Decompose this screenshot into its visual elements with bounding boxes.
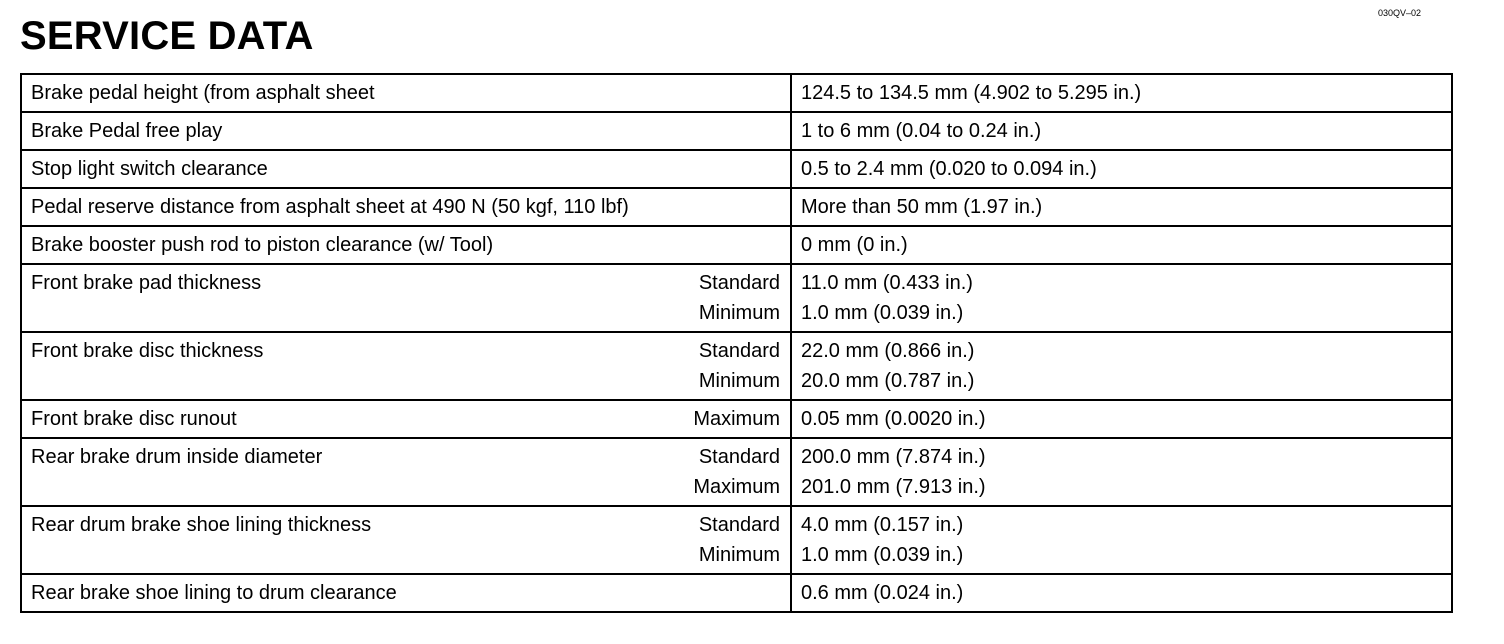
value-cell: [791, 112, 1452, 150]
item-cell: [21, 506, 791, 574]
item-cell: [21, 400, 791, 438]
spec-value: 0.05 mm (0.0020 in.): [801, 408, 986, 430]
value-list: [792, 75, 1451, 111]
item-label: Stop light switch clearance: [31, 158, 268, 180]
item-cell: [21, 112, 791, 150]
value-list: [792, 113, 1451, 149]
qualifier-list: [693, 445, 780, 505]
spec-value: 201.0 mm (7.913 in.): [801, 476, 986, 498]
value-cell: [791, 264, 1452, 332]
spec-value: 11.0 mm (0.433 in.): [801, 272, 973, 294]
item-cell: [21, 332, 791, 400]
service-data-table: [20, 73, 1453, 613]
value-cell: [791, 400, 1452, 438]
table-row: [21, 506, 1452, 574]
table-row: [21, 74, 1452, 112]
item-cell: [21, 264, 791, 332]
document-code: 030QV–02: [1378, 8, 1422, 18]
spec-value: 124.5 to 134.5 mm (4.902 to 5.295 in.): [801, 82, 1142, 104]
qualifier-label: Minimum: [698, 370, 780, 392]
value-list: [792, 151, 1451, 187]
item-label: Front brake pad thickness: [31, 272, 262, 294]
table-row: [21, 188, 1452, 226]
value-list: [792, 401, 1451, 437]
table-row: [21, 438, 1452, 506]
spec-value: 1.0 mm (0.039 in.): [801, 544, 964, 566]
spec-value: 0.5 to 2.4 mm (0.020 to 0.094 in.): [801, 158, 1097, 180]
spec-value: 20.0 mm (0.787 in.): [801, 370, 975, 392]
value-list: [792, 265, 1451, 331]
spec-value: 4.0 mm (0.157 in.): [801, 514, 964, 536]
page-title: SERVICE DATA: [20, 14, 314, 58]
table-row: [21, 150, 1452, 188]
spec-value: 0.6 mm (0.024 in.): [801, 582, 964, 604]
value-cell: [791, 332, 1452, 400]
item-cell: [21, 226, 791, 264]
item-label: Rear brake shoe lining to drum clearance: [31, 582, 397, 604]
item-cell: [21, 574, 791, 612]
item-label: Pedal reserve distance from asphalt sheet at 490 N (50 kgf, 110 lbf): [31, 196, 629, 218]
item-label: Brake pedal height (from asphalt sheet: [31, 82, 375, 104]
value-list: [792, 333, 1451, 399]
value-list: [792, 507, 1451, 573]
service-data-table-body: [21, 74, 1452, 612]
value-cell: [791, 74, 1452, 112]
qualifier-label: Standard: [698, 272, 780, 294]
item-label: Front brake disc thickness: [31, 340, 264, 362]
qualifier-label: Minimum: [698, 302, 780, 324]
value-cell: [791, 226, 1452, 264]
item-label: Brake booster push rod to piston clearance (w/ Tool): [31, 234, 494, 256]
spec-value: 22.0 mm (0.866 in.): [801, 340, 975, 362]
table-row: [21, 226, 1452, 264]
value-list: [792, 189, 1451, 225]
table-row: [21, 112, 1452, 150]
value-cell: [791, 188, 1452, 226]
spec-value: 1.0 mm (0.039 in.): [801, 302, 964, 324]
qualifier-label: Standard: [698, 446, 780, 468]
item-cell: [21, 188, 791, 226]
qualifier-label: Maximum: [693, 408, 780, 430]
table-row: [21, 264, 1452, 332]
spec-value: 200.0 mm (7.874 in.): [801, 446, 986, 468]
value-list: [792, 227, 1451, 263]
item-label: Front brake disc runout: [31, 408, 237, 430]
qualifier-label: Standard: [698, 514, 780, 536]
item-cell: [21, 74, 791, 112]
spec-value: 1 to 6 mm (0.04 to 0.24 in.): [801, 120, 1042, 142]
item-cell: [21, 150, 791, 188]
value-cell: [791, 150, 1452, 188]
table-row: [21, 574, 1452, 612]
item-label: Rear brake drum inside diameter: [31, 446, 323, 468]
item-label: Rear drum brake shoe lining thickness: [31, 514, 372, 536]
qualifier-label: Maximum: [693, 476, 780, 498]
qualifier-list: [699, 513, 780, 573]
qualifier-label: Minimum: [698, 544, 780, 566]
table-row: [21, 400, 1452, 438]
value-cell: [791, 574, 1452, 612]
qualifier-label: Standard: [698, 340, 780, 362]
table-row: [21, 332, 1452, 400]
qualifier-list: [699, 339, 780, 399]
value-list: [792, 575, 1451, 611]
value-list: [792, 439, 1451, 505]
qualifier-list: [699, 271, 780, 331]
spec-value: 0 mm (0 in.): [801, 234, 908, 256]
item-cell: [21, 438, 791, 506]
item-label: Brake Pedal free play: [31, 120, 223, 142]
qualifier-list: [693, 407, 780, 437]
spec-value: More than 50 mm (1.97 in.): [801, 196, 1043, 218]
value-cell: [791, 506, 1452, 574]
value-cell: [791, 438, 1452, 506]
